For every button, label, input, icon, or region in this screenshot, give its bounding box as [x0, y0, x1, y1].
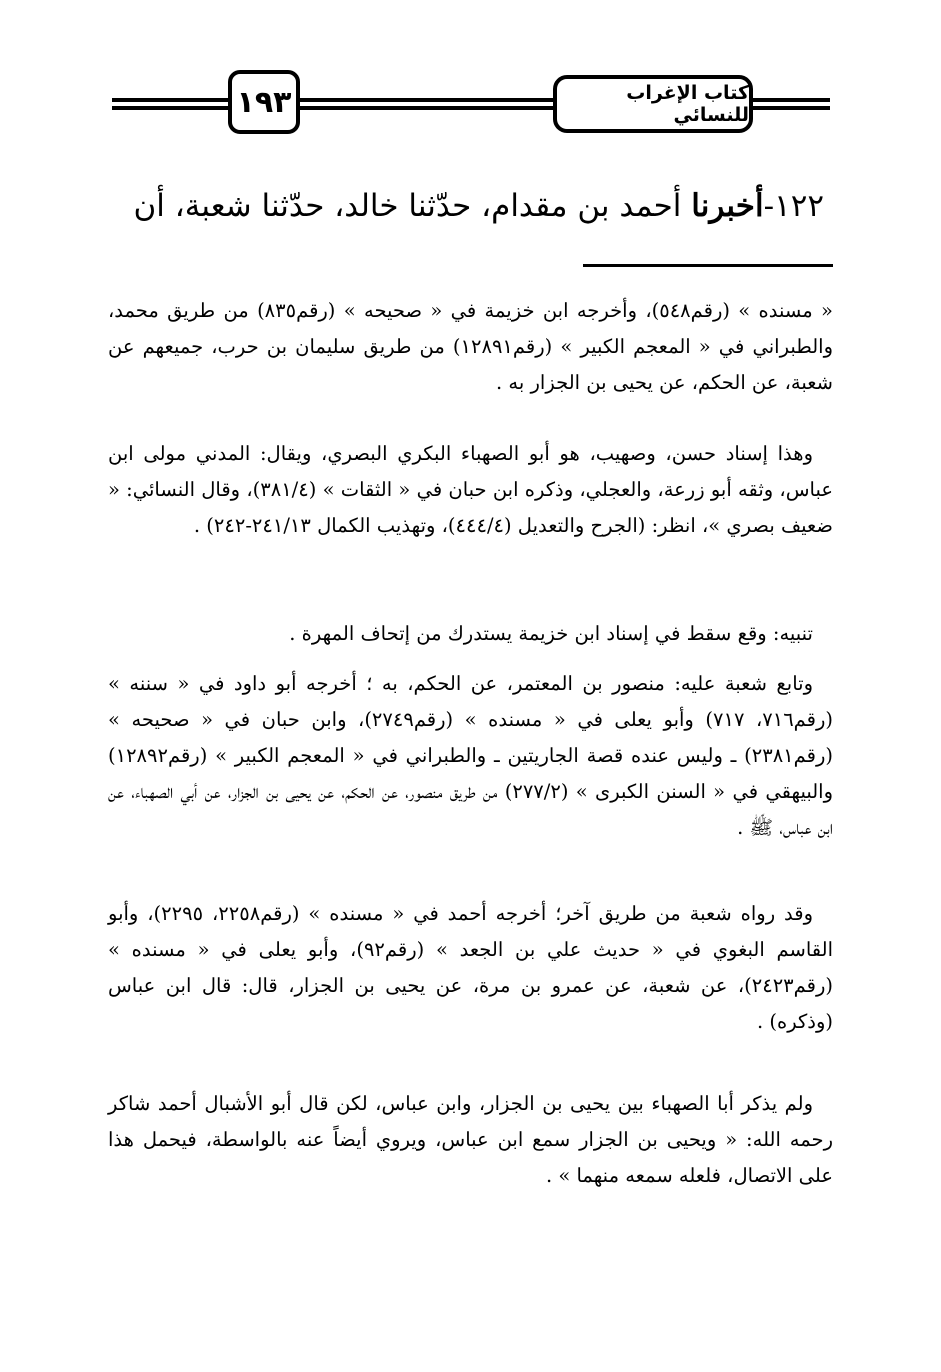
hadith-text: أحمد بن مقدام، حدّثنا خالد، حدّثنا شعبة، أن	[133, 188, 692, 224]
note-paragraph-4	[108, 666, 833, 846]
note-text: وهذا إسناد حسن، وصهيب، هو أبو الصهباء البكري البصري، ويقال: المدني مولى ابن عباس، وثقه أبو زرعة، والعجلي، وذكره ابن حبان في « الثقات » (٣٨١/٤)، وقال النسائي: « ضعيف بصري »، انظر: (الجرح والتعديل (٤٤٤/٤)، وتهذيب الكمال ٢٤١/١٣-٢٤٢) .	[108, 442, 833, 537]
hadith-line	[104, 188, 824, 224]
note-paragraph-1	[108, 293, 833, 401]
note-paragraph-5	[108, 896, 833, 1040]
note-text: ولم يذكر أبا الصهباء بين يحيى بن الجزار، وابن عباس، لكن قال أبو الأشبال أحمد شاكر رحمه الله: « ويحيى بن الجزار سمع ابن عباس، ويروي أيضاً عنه بالواسطة، فيحمل هذا على الاتصال، فلعله سمعه منهما » .	[108, 1092, 833, 1187]
note-paragraph-2	[108, 436, 833, 544]
note-text: وقد رواه شعبة من طريق آخر؛ أخرجه أحمد في « مسنده » (رقم٢٢٥٨، ٢٢٩٥)، وأبو القاسم البغوي في « حديث علي بن الجعد » (رقم٩٢)، وأبو يعلى في « مسنده » (رقم٢٤٢٣)، عن شعبة، عن عمرو بن مرة، عن يحيى بن الجزار، قال: قال ابن عباس (وذكره) .	[108, 902, 833, 1033]
note-text: « مسنده » (رقم٥٤٨)، وأخرجه ابن خزيمة في « صحيحه » (رقم٨٣٥) من طريق محمد، والطبراني في « المعجم الكبير » (رقم١٢٨٩١) من طريق سليمان بن حرب، جميعهم عن شعبة، عن الحكم، عن يحيى بن الجزار به .	[108, 299, 833, 394]
note-text: تنبيه: وقع سقط في إسناد ابن خزيمة يستدرك من إتحاف المهرة .	[289, 622, 813, 645]
page-number: ١٩٣	[228, 70, 300, 134]
running-title: كتاب الإغراب للنسائي	[553, 75, 753, 133]
hadith-number: ١٢٢-	[763, 188, 824, 224]
note-paragraph-3	[108, 616, 833, 652]
hadith-lead-word: أخبرنا	[691, 188, 764, 224]
note-text: وتابع شعبة عليه: منصور بن المعتمر، عن الحكم، به ؛ أخرجه أبو داود في « سننه » (رقم٧١٦، ٧١٧) وأبو يعلى في « مسنده » (رقم٢٧٤٩)، وابن حبان في « صحيحه » (رقم٢٣٨١) ـ وليس عنده قصة الجاريتين ـ والطبراني في « المعجم الكبير » (رقم١٢٨٩٢) والبيهقي في « السنن الكبرى » (٢٧٧/٢) من طريق منصور، عن الحكم، عن يحيى بن الجزار، عن أبي الصهباء، عن ابن عباس، ﷺ .	[108, 672, 833, 839]
footnote-separator	[583, 264, 833, 267]
note-paragraph-6	[108, 1086, 833, 1194]
